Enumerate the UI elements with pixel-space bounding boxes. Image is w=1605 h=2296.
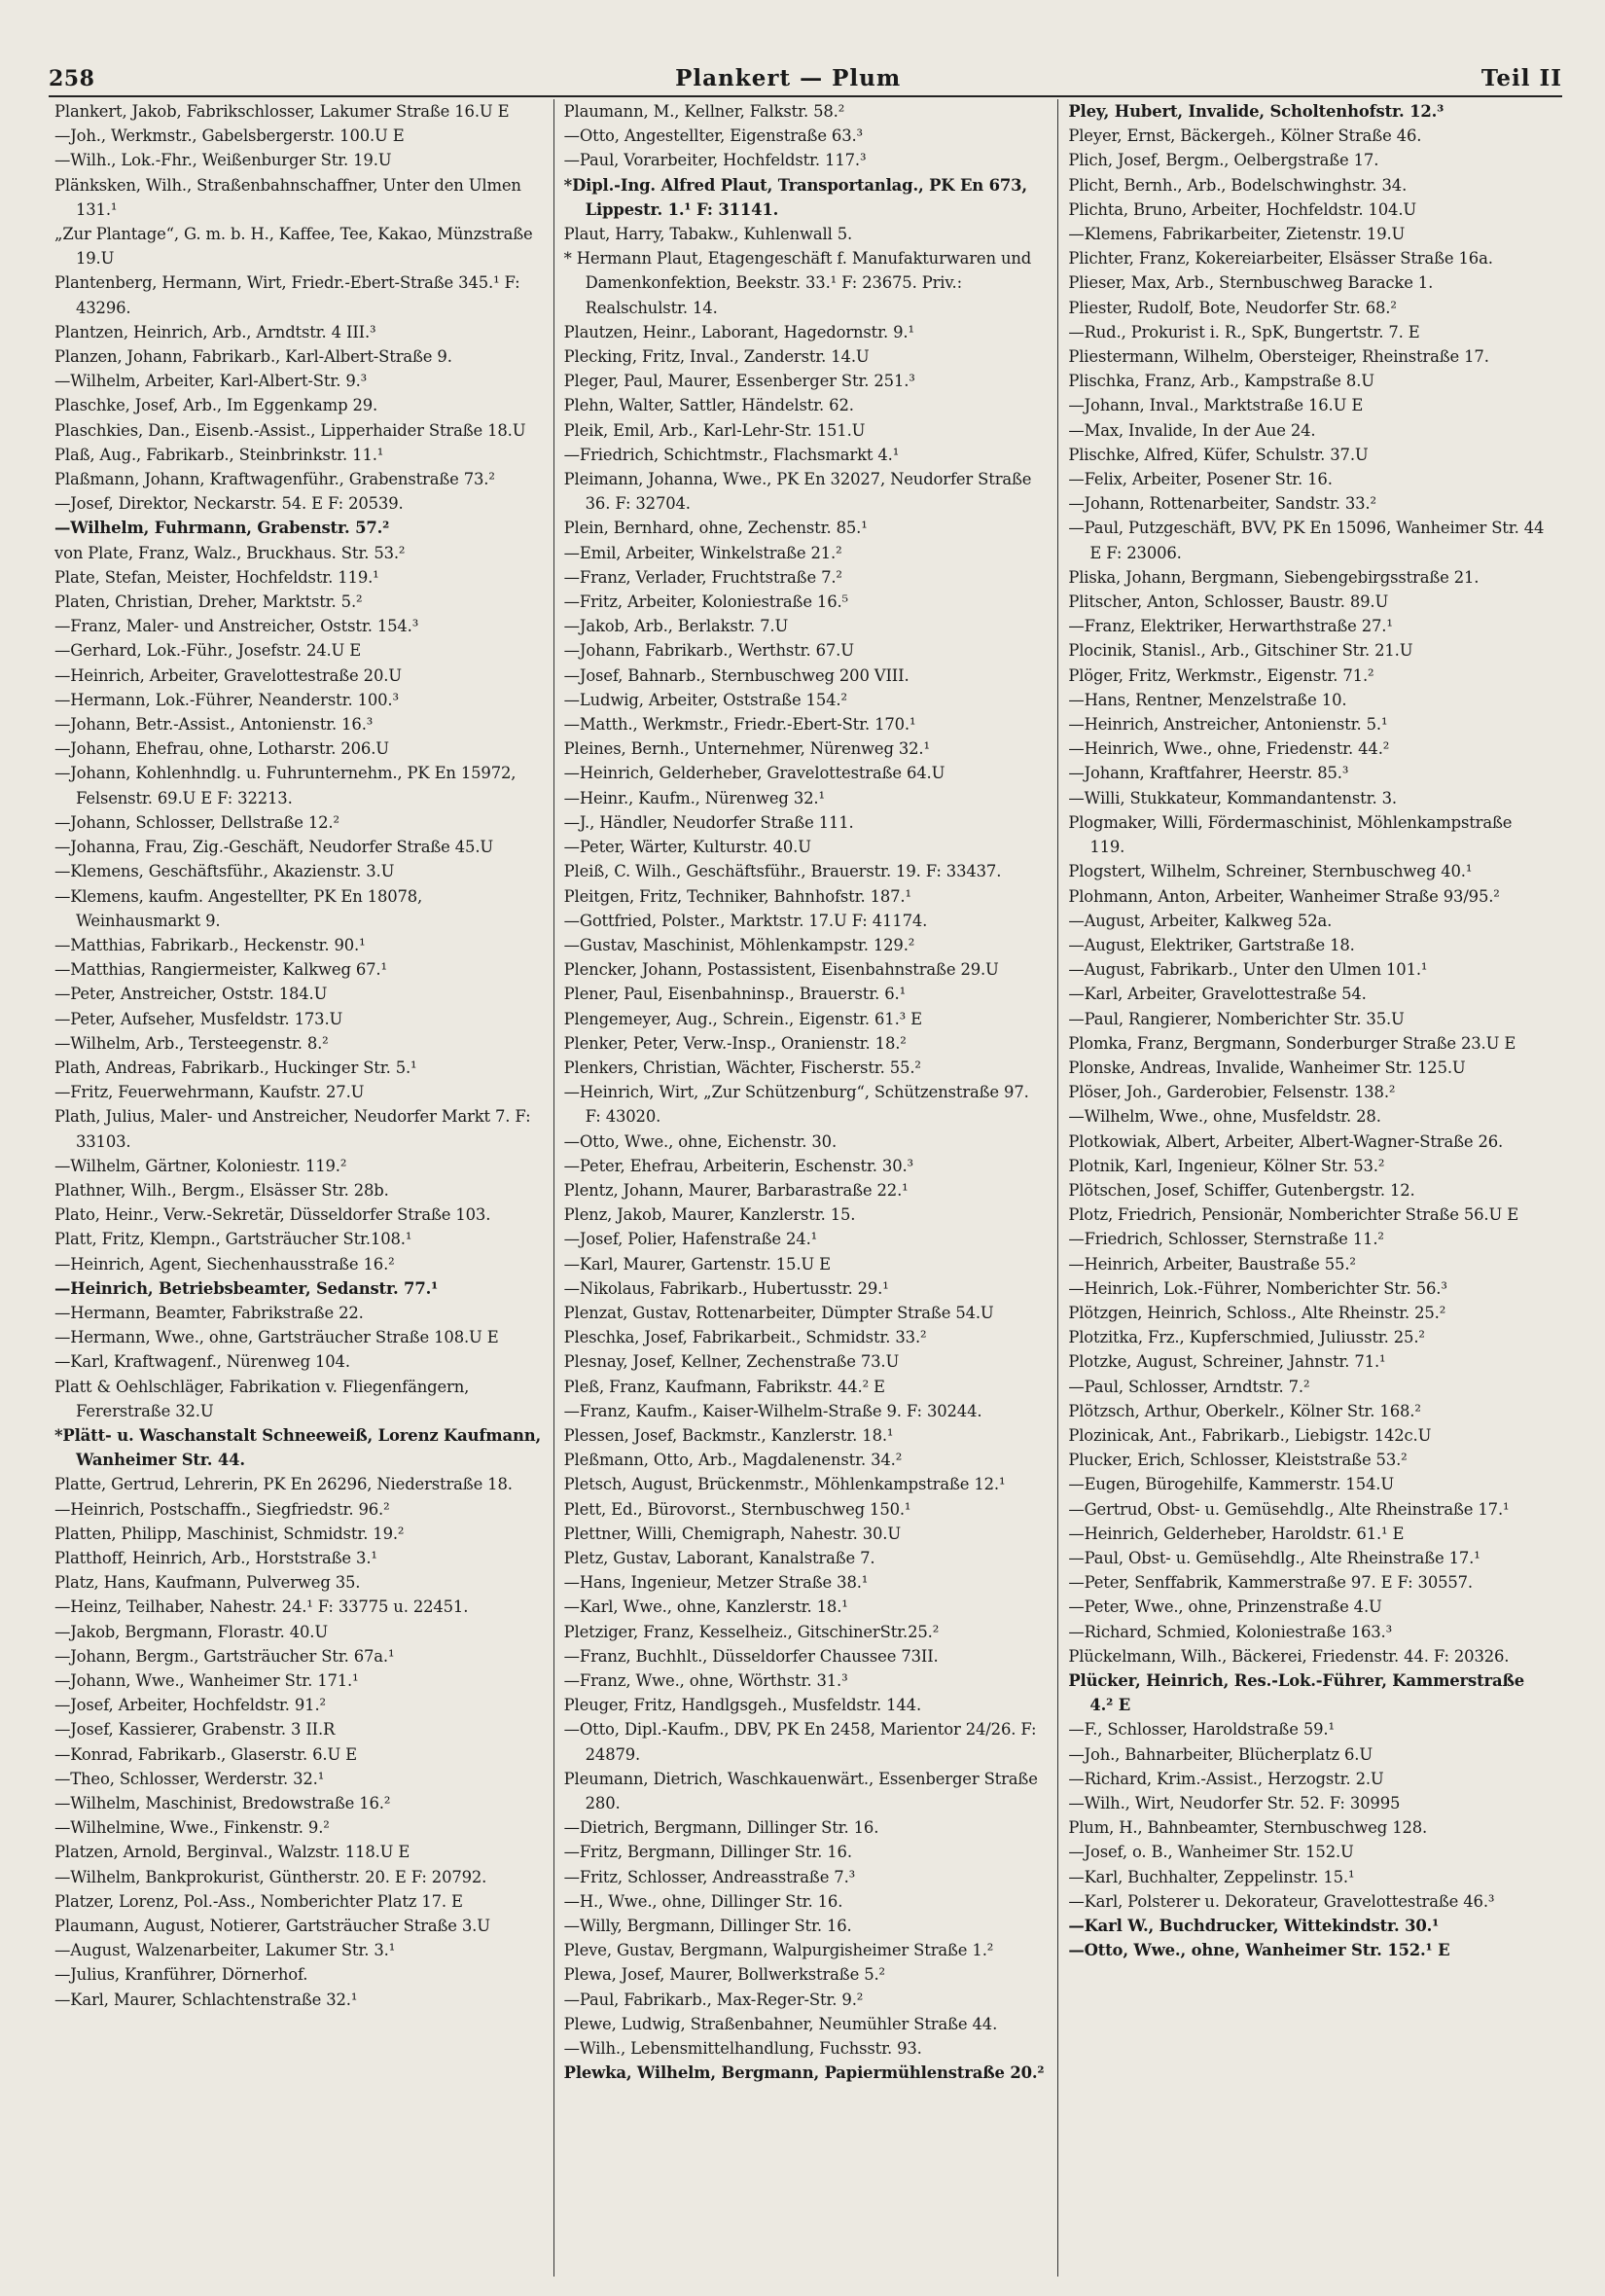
directory-entry: —Johann, Schlosser, Dellstraße 12.²	[54, 812, 339, 832]
directory-entry: Plentz, Johann, Maurer, Barbarastraße 22.¹	[563, 1180, 909, 1200]
directory-entry: Plischke, Alfred, Küfer, Schulstr. 37.U	[1068, 445, 1369, 464]
directory-entry: —Heinrich, Arbeiter, Gravelottestraße 20.U	[54, 665, 402, 685]
directory-entry: Platt & Oehlschläger, Fabrikation v. Fliegenfängern, Fererstraße 32.U	[54, 1377, 470, 1420]
directory-entry: Plückelmann, Wilh., Bäckerei, Friedenstr. 44. F: 20326.	[1068, 1646, 1510, 1666]
directory-entry: —Paul, Schlosser, Arndtstr. 7.²	[1068, 1377, 1310, 1396]
directory-entry: —August, Elektriker, Gartstraße 18.	[1068, 935, 1355, 954]
directory-entry: —Wilh., Wirt, Neudorfer Str. 52. F: 30995	[1068, 1794, 1401, 1813]
directory-entry: Platz, Hans, Kaufmann, Pulverweg 35.	[54, 1573, 361, 1593]
directory-entry: —Johanna, Frau, Zig.-Geschäft, Neudorfer Straße 45.U	[54, 838, 494, 857]
directory-entry: Plenker, Peter, Verw.-Insp., Oranienstr. 18.²	[563, 1033, 907, 1053]
directory-entry: Plozinicak, Ant., Fabrikarb., Liebigstr. 142c.U	[1068, 1425, 1432, 1445]
directory-entry: Plötzgen, Heinrich, Schloss., Alte Rheinstr. 25.²	[1068, 1303, 1446, 1322]
directory-entry: Pliester, Rudolf, Bote, Neudorfer Str. 68.²	[1068, 298, 1397, 317]
directory-entry: —Jakob, Bergmann, Florastr. 40.U	[54, 1622, 328, 1641]
directory-entry: —Wilh., Lok.-Fhr., Weißenburger Str. 19.U	[54, 151, 392, 170]
directory-entry: —Otto, Dipl.-Kaufm., DBV, PK En 2458, Marientor 24/26. F: 24879.	[563, 1720, 1037, 1764]
directory-entry: Plecking, Fritz, Inval., Zanderstr. 14.U	[563, 347, 870, 367]
directory-entry: —Heinrich, Betriebsbeamter, Sedanstr. 77.¹	[54, 1278, 439, 1298]
directory-entry: —Richard, Schmied, Koloniestraße 163.³	[1068, 1622, 1393, 1641]
page-header	[49, 60, 1562, 97]
directory-entry: —Klemens, Geschäftsführ., Akazienstr. 3.U	[54, 862, 395, 881]
directory-entry: —Paul, Putzgeschäft, BVV, PK En 15096, Wanheimer Str. 44 E F: 23006.	[1068, 519, 1545, 562]
directory-entry: —Wilhelm, Bankprokurist, Güntherstr. 20. E F: 20792.	[54, 1867, 487, 1886]
directory-entry: —Dietrich, Bergmann, Dillinger Str. 16.	[563, 1818, 879, 1838]
directory-entry: Pleve, Gustav, Bergmann, Walpurgisheimer Straße 1.²	[563, 1941, 994, 1960]
directory-entry: —Gerhard, Lok.-Führ., Josefstr. 24.U E	[54, 641, 362, 661]
directory-entry: —Johann, Inval., Marktstraße 16.U E	[1068, 396, 1364, 415]
directory-entry: —Paul, Fabrikarb., Max-Reger-Str. 9.²	[563, 1990, 864, 2009]
directory-entry: —Karl, Kraftwagenf., Nürenweg 104.	[54, 1352, 350, 1372]
directory-entry: Plantenberg, Hermann, Wirt, Friedr.-Ebert-Straße 345.¹ F: 43296.	[54, 273, 520, 317]
directory-entry: —Franz, Kaufm., Kaiser-Wilhelm-Straße 9. F: 30244.	[563, 1401, 982, 1420]
directory-entry: —Friedrich, Schichtmstr., Flachsmarkt 4.¹	[563, 445, 900, 464]
directory-entry: —Wilhelm, Fuhrmann, Grabenstr. 57.²	[54, 519, 390, 538]
directory-entry: —Joh., Bahnarbeiter, Blücherplatz 6.U	[1068, 1744, 1373, 1764]
directory-entry: Pleyer, Ernst, Bäckergeh., Kölner Straße 46.	[1068, 126, 1422, 146]
directory-entry: —Heinrich, Arbeiter, Baustraße 55.²	[1068, 1254, 1356, 1274]
directory-entry: Plate, Stefan, Meister, Hochfeldstr. 119.¹	[54, 567, 379, 587]
directory-entry: Plücker, Heinrich, Res.-Lok.-Führer, Kammerstraße 4.² E	[1068, 1671, 1525, 1715]
directory-entry: —Rud., Prokurist i. R., SpK, Bungertstr. 7. E	[1068, 322, 1420, 341]
directory-entry: Pleimann, Johanna, Wwe., PK En 32027, Neudorfer Straße 36. F: 32704.	[563, 470, 1032, 514]
directory-entry: —Matthias, Fabrikarb., Heckenstr. 90.¹	[54, 935, 366, 954]
directory-entry: —Josef, Direktor, Neckarstr. 54. E F: 20539.	[54, 494, 404, 514]
directory-entry: —Franz, Wwe., ohne, Wörthstr. 31.³	[563, 1671, 848, 1690]
directory-entry: —Otto, Wwe., ohne, Wanheimer Str. 152.¹ E	[1068, 1941, 1450, 1960]
directory-entry: Plantzen, Heinrich, Arb., Arndtstr. 4 III.³	[54, 322, 376, 341]
directory-entry: —Theo, Schlosser, Werderstr. 32.¹	[54, 1769, 325, 1788]
directory-entry: Plogmaker, Willi, Fördermaschinist, Möhlenkampstraße 119.	[1068, 812, 1513, 857]
directory-entry: —Klemens, kaufm. Angestellter, PK En 18078, Weinhausmarkt 9.	[54, 886, 423, 930]
directory-entry: Pleßmann, Otto, Arb., Magdalenenstr. 34.²	[563, 1451, 903, 1470]
directory-entry: —Peter, Senffabrik, Kammerstraße 97. E F: 30557.	[1068, 1573, 1473, 1593]
directory-entry: Plaumann, August, Notierer, Gartsträucher Straße 3.U	[54, 1917, 490, 1936]
directory-entry: Plieser, Max, Arb., Sternbuschweg Baracke 1.	[1068, 273, 1434, 293]
directory-entry: —Paul, Vorarbeiter, Hochfeldstr. 117.³	[563, 151, 867, 170]
directory-entry: —Paul, Rangierer, Nomberichter Str. 35.U	[1068, 1009, 1405, 1028]
directory-entry: —Felix, Arbeiter, Posener Str. 16.	[1068, 470, 1333, 489]
directory-entry: —Matthias, Rangiermeister, Kalkweg 67.¹	[54, 960, 387, 980]
directory-entry: Plenkers, Christian, Wächter, Fischerstr. 55.²	[563, 1058, 921, 1077]
directory-entry: Plewa, Josef, Maurer, Bollwerkstraße 5.²	[563, 1965, 885, 1985]
directory-entry: —Wilhelm, Wwe., ohne, Musfeldstr. 28.	[1068, 1107, 1381, 1127]
directory-entry: —Paul, Obst- u. Gemüsehdlg., Alte Rheinstraße 17.¹	[1068, 1548, 1480, 1567]
directory-entry: —Hans, Rentner, Menzelstraße 10.	[1068, 690, 1347, 709]
directory-entry: Plöser, Joh., Garderobier, Felsenstr. 138.²	[1068, 1083, 1396, 1102]
directory-entry: —Peter, Anstreicher, Oststr. 184.U	[54, 985, 328, 1004]
directory-entry: Platthoff, Heinrich, Arb., Horststraße 3.¹	[54, 1548, 377, 1567]
directory-entry: —Johann, Kraftfahrer, Heerstr. 85.³	[1068, 764, 1349, 783]
directory-entry: —Johann, Ehefrau, ohne, Lotharstr. 206.U	[54, 739, 389, 759]
directory-entry: —Wilhelm, Gärtner, Koloniestr. 119.²	[54, 1156, 347, 1175]
directory-entry: —Karl, Maurer, Gartenstr. 15.U E	[563, 1254, 831, 1274]
directory-entry: —Josef, o. B., Wanheimer Str. 152.U	[1068, 1843, 1354, 1862]
column-3	[1057, 99, 1562, 2277]
directory-entry: —Emil, Arbeiter, Winkelstraße 21.²	[563, 543, 842, 562]
directory-entry: Platen, Christian, Dreher, Marktstr. 5.²	[54, 592, 363, 612]
directory-entry: —Johann, Kohlenhndlg. u. Fuhrunternehm., PK En 15972, Felsenstr. 69.U E F: 32213.	[54, 764, 517, 807]
directory-entry: —Fritz, Feuerwehrmann, Kaufstr. 27.U	[54, 1083, 365, 1102]
directory-entry: Platzen, Arnold, Berginval., Walzstr. 118.U E	[54, 1843, 410, 1862]
directory-entry: —Karl, Wwe., ohne, Kanzlerstr. 18.¹	[563, 1597, 848, 1617]
directory-entry: Pley, Hubert, Invalide, Scholtenhofstr. 12.³	[1068, 102, 1444, 121]
directory-entry: —Friedrich, Schlosser, Sternstraße 11.²	[1068, 1230, 1384, 1249]
directory-entry: Plenz, Jakob, Maurer, Kanzlerstr. 15.	[563, 1205, 856, 1225]
directory-entry: Pleß, Franz, Kaufmann, Fabrikstr. 44.² E	[563, 1377, 885, 1396]
directory-entry: Plehn, Walter, Sattler, Händelstr. 62.	[563, 396, 854, 415]
directory-entry: —Julius, Kranführer, Dörnerhof.	[54, 1965, 308, 1985]
directory-entry: Plotzitka, Frz., Kupferschmied, Juliusstr. 25.²	[1068, 1328, 1425, 1347]
directory-entry: —Franz, Verlader, Fruchtstraße 7.²	[563, 567, 842, 587]
directory-entry: Pleuger, Fritz, Handlgsgeh., Musfeldstr. 144.	[563, 1696, 922, 1715]
directory-entry: Pletz, Gustav, Laborant, Kanalstraße 7.	[563, 1548, 875, 1567]
directory-entry: —Wilhelm, Arb., Tersteegenstr. 8.²	[54, 1033, 329, 1053]
directory-entry: —Max, Invalide, In der Aue 24.	[1068, 420, 1316, 440]
directory-entry: —August, Walzenarbeiter, Lakumer Str. 3.¹	[54, 1941, 396, 1960]
directory-entry: —Gustav, Maschinist, Möhlenkampstr. 129.²	[563, 935, 915, 954]
directory-entry: —Hermann, Wwe., ohne, Gartsträucher Straße 108.U E	[54, 1328, 499, 1347]
directory-entry: Pleines, Bernh., Unternehmer, Nürenweg 32.¹	[563, 739, 930, 759]
directory-entry: —Eugen, Bürogehilfe, Kammerstr. 154.U	[1068, 1475, 1394, 1494]
directory-entry: —Peter, Wwe., ohne, Prinzenstraße 4.U	[1068, 1597, 1382, 1617]
directory-entry: Plomka, Franz, Bergmann, Sonderburger Straße 23.U E	[1068, 1033, 1516, 1053]
directory-entry: —Johann, Bergm., Gartsträucher Str. 67a.¹	[54, 1646, 395, 1666]
directory-entry: —Heinrich, Wirt, „Zur Schützenburg“, Schützenstraße 97. F: 43020.	[563, 1083, 1029, 1127]
directory-entry: Pleger, Paul, Maurer, Essenberger Str. 251.³	[563, 372, 915, 391]
directory-entry: Plewka, Wilhelm, Bergmann, Papiermühlenstraße 20.²	[563, 2063, 1045, 2083]
directory-entry: —Johann, Fabrikarb., Werthstr. 67.U	[563, 641, 854, 661]
directory-entry: Plencker, Johann, Postassistent, Eisenbahnstraße 29.U	[563, 960, 999, 980]
directory-entry: —Josef, Kassierer, Grabenstr. 3 II.R	[54, 1720, 336, 1740]
directory-entry: *Plätt- u. Waschanstalt Schneeweiß, Lorenz Kaufmann, Wanheimer Str. 44.	[54, 1425, 542, 1470]
directory-entry: „Zur Plantage“, G. m. b. H., Kaffee, Tee, Kakao, Münzstraße 19.U	[54, 225, 533, 269]
directory-entry: Plewe, Ludwig, Straßenbahner, Neumühler Straße 44.	[563, 2014, 998, 2033]
directory-entry: Plohmann, Anton, Arbeiter, Wanheimer Straße 93/95.²	[1068, 886, 1500, 906]
directory-entry: —Heinrich, Anstreicher, Antonienstr. 5.¹	[1068, 715, 1388, 735]
directory-entry: Plesnay, Josef, Kellner, Zechenstraße 73.U	[563, 1352, 900, 1372]
directory-entry: von Plate, Franz, Walz., Bruckhaus. Str. 53.²	[54, 543, 406, 562]
directory-entry: —Josef, Bahnarb., Sternbuschweg 200 VIII.	[563, 665, 910, 685]
directory-entry: Platte, Gertrud, Lehrerin, PK En 26296, Niederstraße 18.	[54, 1475, 513, 1494]
directory-entry: —Matth., Werkmstr., Friedr.-Ebert-Str. 170.¹	[563, 715, 916, 735]
directory-entry: Platten, Philipp, Maschinist, Schmidstr. 19.²	[54, 1524, 405, 1543]
directory-entry: Plankert, Jakob, Fabrikschlosser, Lakumer Straße 16.U E	[54, 102, 510, 121]
directory-entry: Plaschkies, Dan., Eisenb.-Assist., Lipperhaider Straße 18.U	[54, 420, 526, 440]
part-label: Teil II	[1480, 65, 1562, 91]
directory-entry: —Karl, Maurer, Schlachtenstraße 32.¹	[54, 1990, 358, 2009]
column-1	[49, 99, 553, 2277]
directory-entry: Plich, Josef, Bergm., Oelbergstraße 17.	[1068, 151, 1379, 170]
directory-entry: Pleiß, C. Wilh., Geschäftsführ., Brauerstr. 19. F: 33437.	[563, 862, 1002, 881]
directory-entry: Plaßmann, Johann, Kraftwagenführ., Grabenstraße 73.²	[54, 470, 495, 489]
directory-entry: —H., Wwe., ohne, Dillinger Str. 16.	[563, 1891, 843, 1911]
directory-entry: Pleschka, Josef, Fabrikarbeit., Schmidstr. 33.²	[563, 1328, 927, 1347]
directory-entry: Plum, H., Bahnbeamter, Sternbuschweg 128.	[1068, 1818, 1428, 1838]
directory-entry: —Jakob, Arb., Berlakstr. 7.U	[563, 617, 789, 636]
directory-entry: —Peter, Aufseher, Musfeldstr. 173.U	[54, 1009, 343, 1028]
directory-entry: Plathner, Wilh., Bergm., Elsässer Str. 28b.	[54, 1180, 389, 1200]
directory-entry: —Klemens, Fabrikarbeiter, Zietenstr. 19.U	[1068, 225, 1406, 244]
directory-entry: —Franz, Elektriker, Herwarthstraße 27.¹	[1068, 617, 1393, 636]
directory-entry: Plotzke, August, Schreiner, Jahnstr. 71.¹	[1068, 1352, 1386, 1372]
directory-entry: Platzer, Lorenz, Pol.-Ass., Nomberichter Platz 17. E	[54, 1891, 463, 1911]
directory-entry: Plaschke, Josef, Arb., Im Eggenkamp 29.	[54, 396, 378, 415]
directory-entry: —Wilhelm, Maschinist, Bredowstraße 16.²	[54, 1794, 391, 1813]
directory-entry: Plath, Julius, Maler- und Anstreicher, Neudorfer Markt 7. F: 33103.	[54, 1107, 531, 1151]
directory-entry: —Johann, Wwe., Wanheimer Str. 171.¹	[54, 1671, 359, 1690]
directory-entry: Plitscher, Anton, Schlosser, Baustr. 89.U	[1068, 592, 1389, 612]
directory-entry: Plaut, Harry, Tabakw., Kuhlenwall 5.	[563, 225, 853, 244]
directory-entry: Plänksken, Wilh., Straßenbahnschaffner, Unter den Ulmen 131.¹	[54, 175, 521, 219]
directory-entry: —Heinr., Kaufm., Nürenweg 32.¹	[563, 788, 825, 807]
directory-entry: Pleumann, Dietrich, Waschkauenwärt., Essenberger Straße 280.	[563, 1769, 1038, 1813]
directory-entry: —Ludwig, Arbeiter, Oststraße 154.²	[563, 690, 847, 709]
directory-entry: Plotz, Friedrich, Pensionär, Nomberichter Straße 56.U E	[1068, 1205, 1519, 1225]
directory-entry: Plicht, Bernh., Arb., Bodelschwinghstr. 34.	[1068, 175, 1408, 195]
directory-entry: Plener, Paul, Eisenbahninsp., Brauerstr. 6.¹	[563, 985, 907, 1004]
directory-entry: Plötzsch, Arthur, Oberkelr., Kölner Str. 168.²	[1068, 1401, 1421, 1420]
directory-entry: —Heinrich, Postschaffn., Siegfriedstr. 96.²	[54, 1499, 390, 1519]
directory-entry: —Peter, Ehefrau, Arbeiterin, Eschenstr. 30.³	[563, 1156, 913, 1175]
directory-entry: —Heinrich, Wwe., ohne, Friedenstr. 44.²	[1068, 739, 1390, 759]
directory-entry: Plogstert, Wilhelm, Schreiner, Sternbuschweg 40.¹	[1068, 862, 1473, 881]
directory-entry: —Konrad, Fabrikarb., Glaserstr. 6.U E	[54, 1744, 357, 1764]
directory-entry: Plenzat, Gustav, Rottenarbeiter, Dümpter Straße 54.U	[563, 1303, 994, 1322]
directory-entry: Pleitgen, Fritz, Techniker, Bahnhofstr. 187.¹	[563, 886, 911, 906]
directory-entry: Plichter, Franz, Kokereiarbeiter, Elsässer Straße 16a.	[1068, 249, 1493, 269]
directory-entry: Plötschen, Josef, Schiffer, Gutenbergstr. 12.	[1068, 1180, 1415, 1200]
directory-entry: Plichta, Bruno, Arbeiter, Hochfeldstr. 104.U	[1068, 199, 1417, 219]
directory-entry: *Dipl.-Ing. Alfred Plaut, Transportanlag., PK En 673, Lippestr. 1.¹ F: 31141.	[563, 175, 1027, 219]
directory-entry: Plocinik, Stanisl., Arb., Gitschiner Str. 21.U	[1068, 641, 1413, 661]
directory-entry: —Fritz, Arbeiter, Koloniestraße 16.⁵	[563, 592, 848, 612]
directory-entry: —Willy, Bergmann, Dillinger Str. 16.	[563, 1917, 852, 1936]
directory-entry: —August, Arbeiter, Kalkweg 52a.	[1068, 911, 1333, 930]
directory-entry: —Richard, Krim.-Assist., Herzogstr. 2.U	[1068, 1769, 1384, 1788]
directory-entry: Plonske, Andreas, Invalide, Wanheimer Str. 125.U	[1068, 1058, 1466, 1077]
directory-entry: Pliska, Johann, Bergmann, Siebengebirgsstraße 21.	[1068, 567, 1480, 587]
directory-entry: Plucker, Erich, Schlosser, Kleiststraße 53.²	[1068, 1451, 1408, 1470]
directory-entry: —Johann, Rottenarbeiter, Sandstr. 33.²	[1068, 494, 1376, 514]
directory-entry: Plotkowiak, Albert, Arbeiter, Albert-Wagner-Straße 26.	[1068, 1131, 1504, 1151]
directory-entry: —Karl, Buchhalter, Zeppelinstr. 15.¹	[1068, 1867, 1355, 1886]
directory-entry: —Franz, Maler- und Anstreicher, Oststr. 154.³	[54, 617, 419, 636]
directory-entry: Plein, Bernhard, ohne, Zechenstr. 85.¹	[563, 519, 868, 538]
directory-entry: Plöger, Fritz, Werkmstr., Eigenstr. 71.²	[1068, 665, 1374, 685]
directory-entry: —Gertrud, Obst- u. Gemüsehdlg., Alte Rheinstraße 17.¹	[1068, 1499, 1510, 1519]
directory-entry: Plett, Ed., Bürovorst., Sternbuschweg 150.¹	[563, 1499, 911, 1519]
directory-entry: —Johann, Betr.-Assist., Antonienstr. 16.³	[54, 715, 374, 735]
page-title: Plankert — Plum	[675, 65, 902, 91]
directory-entry: —Peter, Wärter, Kulturstr. 40.U	[563, 838, 811, 857]
directory-entry: —Hermann, Beamter, Fabrikstraße 22.	[54, 1303, 364, 1322]
directory-entry: Pleik, Emil, Arb., Karl-Lehr-Str. 151.U	[563, 420, 866, 440]
directory-entry: —Fritz, Bergmann, Dillinger Str. 16.	[563, 1843, 852, 1862]
directory-entry: —Karl W., Buchdrucker, Wittekindstr. 30.¹	[1068, 1917, 1440, 1936]
directory-entry: Pletziger, Franz, Kesselheiz., GitschinerStr.25.²	[563, 1622, 940, 1641]
column-2	[553, 99, 1058, 2277]
directory-entry: Pliestermann, Wilhelm, Obersteiger, Rheinstraße 17.	[1068, 347, 1489, 367]
directory-entry: —Hans, Ingenieur, Metzer Straße 38.¹	[563, 1573, 869, 1593]
directory-entry: Plessen, Josef, Backmstr., Kanzlerstr. 18.¹	[563, 1425, 894, 1445]
directory-columns	[49, 99, 1562, 2277]
directory-entry: —Fritz, Schlosser, Andreasstraße 7.³	[563, 1867, 856, 1886]
directory-entry: —F., Schlosser, Haroldstraße 59.¹	[1068, 1720, 1335, 1740]
directory-entry: Platt, Fritz, Klempn., Gartsträucher Str.108.¹	[54, 1230, 412, 1249]
directory-entry: —Wilhelm, Arbeiter, Karl-Albert-Str. 9.³	[54, 372, 368, 391]
directory-entry: * Hermann Plaut, Etagengeschäft f. Manufakturwaren und Damenkonfektion, Beekstr. 33.¹ F: 23675. Priv.: Realschulstr. 14.	[563, 249, 1032, 317]
directory-entry: Plengemeyer, Aug., Schrein., Eigenstr. 61.³ E	[563, 1009, 922, 1028]
directory-entry: Plautzen, Heinr., Laborant, Hagedornstr. 9.¹	[563, 322, 914, 341]
directory-entry: —Gottfried, Polster., Marktstr. 17.U F: 41174.	[563, 911, 928, 930]
directory-entry: Plaumann, M., Kellner, Falkstr. 58.²	[563, 102, 845, 121]
page-number: 258	[49, 66, 95, 91]
directory-entry: Planzen, Johann, Fabrikarb., Karl-Albert-Straße 9.	[54, 347, 452, 367]
directory-entry: —August, Fabrikarb., Unter den Ulmen 101.¹	[1068, 960, 1428, 980]
directory-entry: —Heinrich, Agent, Siechenhausstraße 16.²	[54, 1254, 395, 1274]
directory-entry: Plato, Heinr., Verw.-Sekretär, Düsseldorfer Straße 103.	[54, 1205, 491, 1225]
directory-entry: —Otto, Angestellter, Eigenstraße 63.³	[563, 126, 863, 146]
directory-entry: —J., Händler, Neudorfer Straße 111.	[563, 812, 854, 832]
directory-entry: —Karl, Polsterer u. Dekorateur, Gravelottestraße 46.³	[1068, 1891, 1495, 1911]
directory-entry: —Wilh., Lebensmittelhandlung, Fuchsstr. 93.	[563, 2039, 922, 2059]
directory-entry: —Joh., Werkmstr., Gabelsbergerstr. 100.U E	[54, 126, 405, 146]
directory-entry: —Wilhelmine, Wwe., Finkenstr. 9.²	[54, 1818, 330, 1838]
directory-entry: —Heinrich, Gelderheber, Gravelottestraße 64.U	[563, 764, 945, 783]
directory-entry: Pletsch, August, Brückenmstr., Möhlenkampstraße 12.¹	[563, 1475, 1006, 1494]
directory-entry: —Franz, Buchhlt., Düsseldorfer Chaussee 73II.	[563, 1646, 939, 1666]
directory-entry: Plath, Andreas, Fabrikarb., Huckinger Str. 5.¹	[54, 1058, 417, 1077]
directory-entry: Plaß, Aug., Fabrikarb., Steinbrinkstr. 11.¹	[54, 445, 384, 464]
directory-entry: Plettner, Willi, Chemigraph, Nahestr. 30.U	[563, 1524, 902, 1543]
directory-entry: Plischka, Franz, Arb., Kampstraße 8.U	[1068, 372, 1374, 391]
directory-entry: —Heinrich, Gelderheber, Haroldstr. 61.¹ E	[1068, 1524, 1405, 1543]
directory-entry: Plotnik, Karl, Ingenieur, Kölner Str. 53.²	[1068, 1156, 1385, 1175]
directory-entry: —Karl, Arbeiter, Gravelottestraße 54.	[1068, 985, 1367, 1004]
directory-entry: —Josef, Polier, Hafenstraße 24.¹	[563, 1230, 818, 1249]
directory-entry: —Hermann, Lok.-Führer, Neanderstr. 100.³	[54, 690, 399, 709]
directory-entry: —Otto, Wwe., ohne, Eichenstr. 30.	[563, 1131, 838, 1151]
directory-entry: —Josef, Arbeiter, Hochfeldstr. 91.²	[54, 1696, 326, 1715]
directory-entry: —Heinrich, Lok.-Führer, Nomberichter Str. 56.³	[1068, 1278, 1447, 1298]
directory-entry: —Nikolaus, Fabrikarb., Hubertusstr. 29.¹	[563, 1278, 889, 1298]
directory-entry: —Willi, Stukkateur, Kommandantenstr. 3.	[1068, 788, 1397, 807]
directory-entry: —Heinz, Teilhaber, Nahestr. 24.¹ F: 33775 u. 22451.	[54, 1597, 469, 1617]
